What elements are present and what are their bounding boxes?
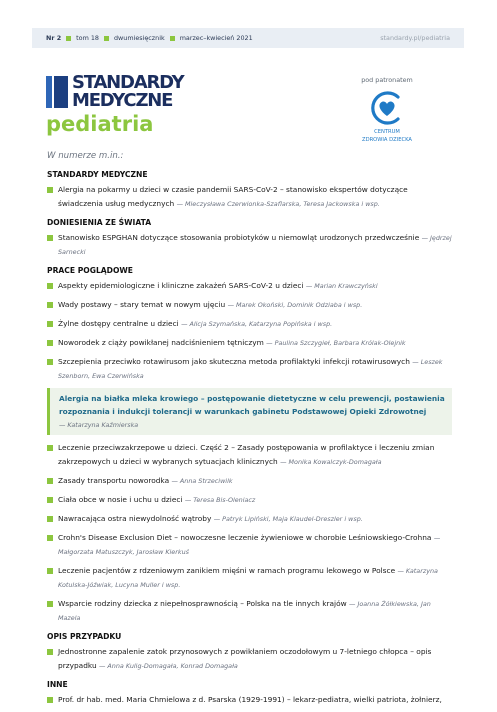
toc-item[interactable] (47, 531, 452, 559)
bullet-square-icon (170, 36, 175, 41)
heart-logo-icon (367, 88, 407, 128)
article-authors: — Paulina Szczygieł, Barbara Królak-Olejnik (266, 339, 406, 347)
journal-subtitle: pediatria (46, 112, 154, 136)
article-title: Szczepienia przeciwko rotawirusom jako skuteczna metoda profilaktyki infekcji rotawirusowych (58, 357, 410, 366)
article-title: Alergia na pokarmy u dzieci w czasie pandemii SARS-CoV-2 – stanowisko ekspertów dotyczące świadczenia usług medycznych (58, 185, 408, 208)
section-title: DONIESIENIA ZE ŚWIATA (47, 218, 152, 227)
article-title: Leczenie przeciwzakrzepowe u dzieci. Część 2 – Zasady postępowania w profilaktyce i leczeniu zmian zakrzepowych u dzieci w wybranych sytuacjach klinicznych (58, 443, 435, 466)
section-title: PRACE POGLĄDOWE (47, 266, 133, 275)
toc-item[interactable] (47, 597, 452, 625)
article-title: Crohn's Disease Exclusion Diet – nowoczesne leczenie żywieniowe w chorobie Leśniowskiego-Crohna (58, 533, 432, 542)
toc-item[interactable] (47, 183, 452, 211)
bullet-square-icon (66, 36, 71, 41)
article-authors: — Monika Kowalczyk-Domagała (280, 458, 382, 466)
toc-item[interactable] (47, 493, 452, 507)
standardy-medyczne-logo (46, 72, 206, 112)
article-title: Jednostronne zapalenie zatok przynosowych z powikłaniem oczodołowym u 7-letniego chłopca – opis przypadku (58, 647, 432, 670)
article-authors: — Katarzyna Kotulska-Jóźwiak, Lucyna Muller i wsp. (58, 567, 438, 589)
article-authors: — Leszek Szenborn, Ewa Czerwińska (58, 358, 443, 380)
issue-date: marzec–kwiecień 2021 (179, 34, 253, 42)
highlight-authors: — Katarzyna Kaźmierska (59, 421, 139, 429)
article-authors: — Mieczysława Czerwionka-Szaflarska, Teresa Jackowska i wsp. (176, 200, 380, 208)
article-authors: — Małgorzata Matuszczyk, Jarosław Kierkuś (58, 534, 441, 556)
logo-line2: MEDYCZNE (72, 90, 173, 111)
issue-number: Nr 2 (46, 34, 62, 42)
patron-org-line2: ZDROWIA DZIECKA (362, 137, 412, 143)
toc-item[interactable] (47, 645, 452, 673)
section-title: OPIS PRZYPADKU (47, 632, 122, 641)
patron-org-line1: CENTRUM (374, 129, 400, 135)
logo-line1: STANDARDY (72, 72, 184, 93)
article-authors: — Alicja Szymańska, Katarzyna Popińska i wsp. (181, 320, 333, 328)
logo-mark-icon (46, 76, 68, 108)
volume: tom 18 (76, 34, 99, 42)
bullet-square-icon (104, 36, 109, 41)
article-title: Noworodek z ciąży powikłanej nadciśnieniem tętniczym (58, 338, 264, 347)
site-link[interactable]: standardy.pl/pediatria (380, 34, 450, 42)
article-authors: — Anna Kulig-Domagała, Konrad Domagała (99, 662, 238, 670)
article-title: Wady postawy – stary temat w nowym ujęciu (58, 300, 226, 309)
toc-intro: W numerze m.in.: (47, 151, 124, 161)
patronage-label: pod patronatem (361, 76, 413, 84)
toc-item[interactable] (47, 441, 452, 469)
article-title: Zasady transportu noworodka (58, 476, 170, 485)
toc-item[interactable] (47, 336, 452, 350)
toc-item[interactable] (47, 474, 452, 488)
highlight-title: Alergia na białka mleka krowiego – postępowanie dietetyczne w celu prewencji, postawienia rozpoznania i indukcji tolerancji w warunkach gabinetu Podstawowej Opieki Zdrowotnej (59, 394, 445, 416)
patronage (355, 76, 419, 144)
article-authors: — Marek Okoński, Dominik Odziaba i wsp. (227, 301, 363, 309)
toc-item[interactable] (47, 279, 452, 293)
frequency: dwumiesięcznik (113, 34, 165, 42)
article-title: Nawracająca ostra niewydolność wątroby (58, 514, 212, 523)
issue-bar (32, 28, 464, 48)
table-of-contents (47, 149, 452, 712)
article-title: Żylne dostępy centralne u dzieci (58, 319, 179, 328)
article-authors: — Joanna Żółkiewska, Jan Mazela (58, 600, 431, 622)
article-authors: — Marian Krawczyński (305, 282, 378, 290)
article-title: Aspekty epidemiologiczne i kliniczne zakażeń SARS-CoV-2 u dzieci (58, 281, 304, 290)
article-title: Leczenie pacjentów z rdzeniowym zanikiem mięśni w ramach programu lekowego w Polsce (58, 566, 396, 575)
toc-item[interactable] (47, 693, 452, 707)
article-title: Stanowisko ESPGHAN dotyczące stosowania probiotyków u niemowląt urodzonych przedwcześnie (58, 233, 420, 242)
article-title: Wsparcie rodziny dziecka z niepełnosprawnością – Polska na tle innych krajów (58, 599, 347, 608)
article-title: Ciała obce w nosie i uchu u dzieci (58, 495, 183, 504)
issue-info (46, 34, 253, 42)
toc-item[interactable] (47, 564, 452, 592)
highlighted-article[interactable] (47, 388, 452, 435)
toc-item[interactable] (47, 355, 452, 383)
section-title: STANDARDY MEDYCZNE (47, 170, 148, 179)
article-title: Prof. dr hab. med. Maria Chmielowa z d. Psarska (1929-1991) – lekarz-pediatra, wielki patriota, żołnierz, (58, 695, 442, 704)
article-authors: — Patryk Lipiński, Maja Klaudel-Dreszler i wsp. (213, 515, 363, 523)
toc-item[interactable] (47, 231, 452, 259)
section-title: INNE (47, 680, 68, 689)
toc-item[interactable] (47, 298, 452, 312)
article-authors: — Teresa Bis-Oleniacz (184, 496, 256, 504)
article-authors: — Anna Strzeciwilk (171, 477, 233, 485)
toc-item[interactable] (47, 512, 452, 526)
article-authors: — Jędrzej Sarnecki (58, 234, 452, 256)
toc-item[interactable] (47, 317, 452, 331)
